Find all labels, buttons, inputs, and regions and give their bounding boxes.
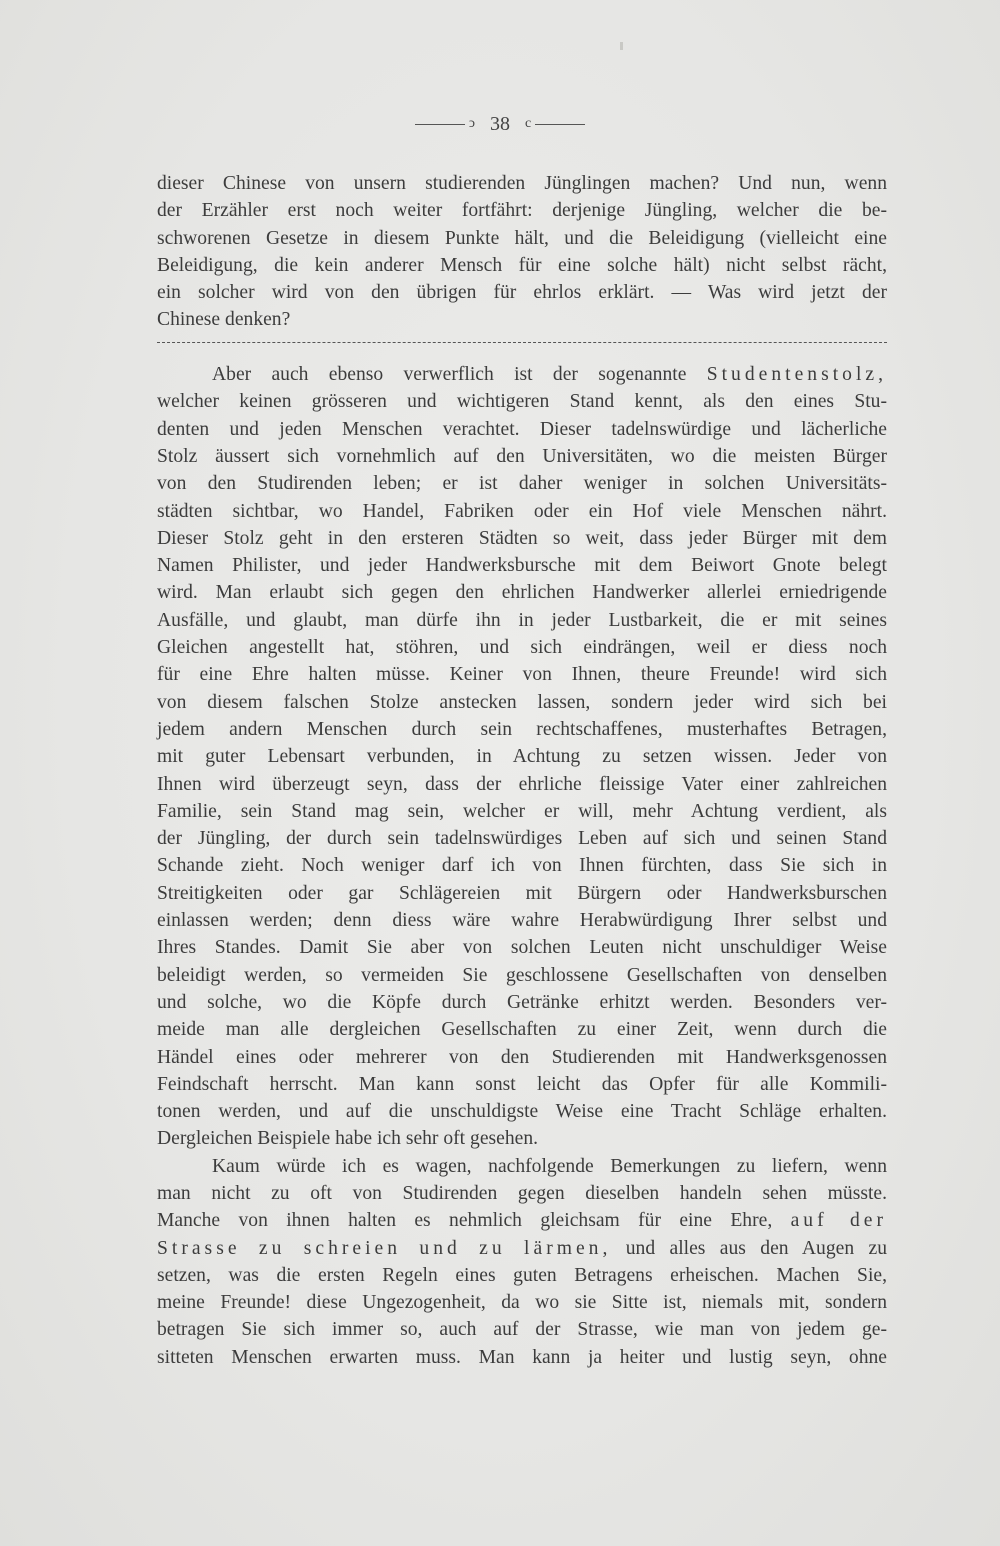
text-line: Gleichen angestellt hat, stöhren, und sich eindrängen, weil er diess noch (157, 637, 887, 659)
text-line: welcher keinen grösseren und wichtigeren Stand kennt, als den eines Stu- (157, 391, 887, 413)
text-line: setzen, was die ersten Regeln eines guten Betragens erheischen. Machen Sie, (157, 1264, 887, 1286)
text-line: Ausfälle, und glaubt, man dürfe ihn in jeder Lustbarkeit, die er mit seines (157, 609, 887, 631)
text-line: Namen Philister, und jeder Handwerksbursche mit dem Beiwort Gnote belegt (157, 555, 887, 577)
text-line (157, 1207, 887, 1234)
body-text (157, 170, 887, 1371)
text-line: Familie, sein Stand mag sein, welcher er will, mehr Achtung verdient, als (157, 800, 887, 822)
page-number: 38 (490, 112, 510, 135)
text-line: Ihnen wird überzeugt seyn, dass der ehrliche fleissige Vater einer zahlreichen (157, 773, 887, 795)
text-line: schworenen Gesetze in diesem Punkte hält, und die Beleidigung (vielleicht eine (157, 227, 887, 249)
emphasized-term: Studentenstolz, (706, 364, 887, 386)
text-line: Dieser Stolz geht in den ersteren Städten so weit, dass jeder Bürger mit dem (157, 527, 887, 549)
header-rule-left (415, 124, 465, 125)
paragraph-1 (157, 170, 887, 334)
text-span: Manche von ihnen halten es nehmlich gleichsam für eine Ehre, (157, 1210, 791, 1232)
text-line: meide man alle dergleichen Gesellschaften zu einer Zeit, wenn durch die (157, 1019, 887, 1041)
text-span: und alles aus den Augen zu (611, 1237, 887, 1259)
text-line (157, 361, 887, 388)
text-line: der Erzähler erst noch weiter fortfährt: derjenige Jüngling, welcher die be- (157, 200, 887, 222)
text-line: von den Studirenden leben; er ist daher weniger in solchen Universitäts- (157, 473, 887, 495)
header-ornament-left: ↄ (468, 116, 475, 132)
text-line: Streitigkeiten oder gar Schlägereien mit Bürgern oder Handwerksburschen (157, 882, 887, 904)
text-line: Händel eines oder mehrerer von den Studierenden mit Handwerksgenossen (157, 1046, 887, 1068)
text-line: dieser Chinese von unsern studierenden Jünglingen machen? Und nun, wenn (157, 173, 887, 194)
text-line: meine Freunde! diese Ungezogenheit, da wo sie Sitte ist, niemals mit, sondern (157, 1292, 887, 1314)
text-line: Ihres Standes. Damit Sie aber von solchen Leuten nicht unschuldiger Weise (157, 937, 887, 959)
header-ornament-right: c (525, 116, 532, 132)
text-line: mit guter Lebensart verbunden, in Achtung zu setzen wissen. Jeder von (157, 746, 887, 768)
text-line: städten sichtbar, wo Handel, Fabriken oder ein Hof viele Menschen nährt. (157, 500, 887, 522)
text-line: man nicht zu oft von Studirenden gegen dieselben handeln sehen müsste. (157, 1182, 887, 1204)
text-line: sitteten Menschen erwarten muss. Man kann ja heiter und lustig seyn, ohne (157, 1346, 887, 1368)
text-line: ein solcher wird von den übrigen für ehrlos erklärt. — Was wird jetzt der (157, 282, 887, 304)
paragraph-2 (157, 361, 887, 1153)
text-line: Dergleichen Beispiele habe ich sehr oft gesehen. (157, 1128, 539, 1150)
section-divider (157, 334, 887, 361)
text-line: Chinese denken? (157, 309, 291, 331)
paper-speck (620, 42, 623, 50)
header-rule-right (535, 124, 585, 125)
text-line: jedem andern Menschen durch sein rechtschaffenes, musterhaftes Betragen, (157, 718, 887, 740)
text-line: und solche, wo die Köpfe durch Getränke erhitzt werden. Besonders ver- (157, 991, 887, 1013)
text-line: Beleidigung, die kein anderer Mensch für eine solche hält) nicht selbst rächt, (157, 254, 887, 276)
text-line: tonen werden, und auf die unschuldigste Weise eine Tracht Schläge erhalten. (157, 1101, 887, 1123)
text-line: Stolz äussert sich vornehmlich auf den Universitäten, wo die meisten Bürger (157, 445, 887, 467)
text-line (157, 1235, 887, 1262)
text-line: der Jüngling, der durch sein tadelnswürdiges Leben auf sich und seinen Stand (157, 828, 887, 850)
text-line: Kaum würde ich es wagen, nachfolgende Bemerkungen zu liefern, wenn (212, 1155, 887, 1177)
text-line: Feindschaft herrscht. Man kann sonst leicht das Opfer für alle Kommili- (157, 1073, 887, 1095)
emphasized-phrase: Strasse zu schreien und zu lärmen, (157, 1237, 612, 1259)
emphasized-phrase: auf der (790, 1210, 887, 1232)
text-line: für eine Ehre halten müsse. Keiner von Ihnen, theure Freunde! wird sich (157, 664, 887, 686)
text-line: wird. Man erlaubt sich gegen den ehrlichen Handwerker allerlei erniedrigende (157, 582, 887, 604)
text-line: betragen Sie sich immer so, auch auf der Strasse, wie man von jedem ge- (157, 1319, 887, 1341)
text-line: denten und jeden Menschen verachtet. Dieser tadelnswürdige und lächerliche (157, 418, 887, 440)
paragraph-3 (157, 1153, 887, 1371)
text-line: beleidigt werden, so vermeiden Sie geschlossene Gesellschaften von denselben (157, 964, 887, 986)
text-line: Schande zieht. Noch weniger darf ich von Ihnen fürchten, dass Sie sich in (157, 855, 887, 877)
text-line: einlassen werden; denn diess wäre wahre Herabwürdigung Ihrer selbst und (157, 910, 887, 932)
page-header (0, 112, 1000, 136)
text-line: von diesem falschen Stolze anstecken lassen, sondern jeder wird sich bei (157, 691, 887, 713)
text-span: Aber auch ebenso verwerflich ist der sogenannte (212, 364, 707, 386)
